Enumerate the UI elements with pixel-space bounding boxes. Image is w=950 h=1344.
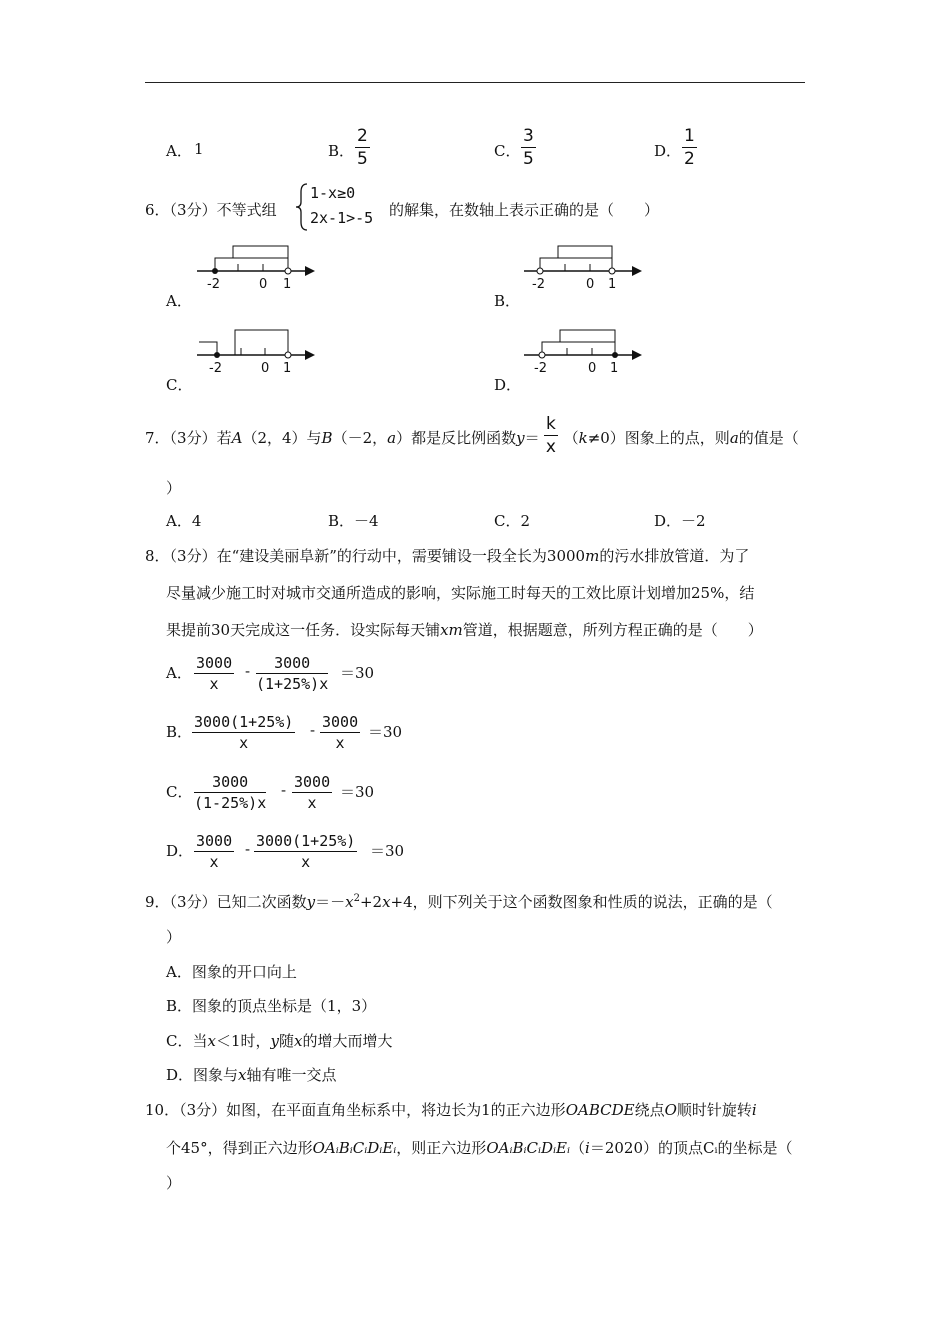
- q9-option-c: C．当x＜1时，y随x的增大而增大: [166, 1032, 393, 1050]
- q7-option-b: B．－4: [328, 512, 379, 530]
- tick-label: 1: [283, 361, 292, 376]
- q6-number-line-b: [522, 236, 647, 294]
- tick-label: -2: [532, 277, 545, 292]
- q9-stem-line-2: ）: [166, 928, 182, 946]
- q8-stem-line-2: 尽量减少施工时对城市交通所造成的影响，实际施工时每天的工效比原计划增加25%，结: [166, 584, 755, 602]
- minus-sign: -: [245, 662, 251, 680]
- q6-number-line-c: [195, 320, 320, 378]
- q8-a-fraction-1: $\frac{3000}{x}$: [196, 654, 233, 693]
- q6-inequality-2: 2x-1>-5: [310, 209, 374, 227]
- option-a-value: 1: [194, 140, 204, 158]
- q10-stem-line-1: 10．（3分）如图，在平面直角坐标系中，将边长为1的正六边形OABCDE绕点O顺时针旋转i: [145, 1101, 757, 1119]
- q7-option-c: C．2: [494, 512, 531, 530]
- q10-stem-line-3: ）: [166, 1174, 182, 1192]
- equals-30: ＝30: [340, 664, 375, 682]
- header-rule: [145, 82, 805, 83]
- option-a-label: A．: [166, 142, 192, 160]
- tick-label: 1: [608, 277, 617, 292]
- q9-option-b: B．图象的顶点坐标是（1，3）: [166, 997, 377, 1015]
- tick-label: 0: [588, 361, 597, 376]
- q8-c-fraction-2: $\frac{3000}{x}$: [294, 773, 331, 812]
- q7-option-d: D．－2: [654, 512, 706, 530]
- q6-number-line-d: [522, 320, 647, 378]
- option-c-label: C．: [494, 142, 521, 160]
- minus-sign: -: [245, 840, 251, 858]
- q9-option-d: D．图象与x轴有唯一交点: [166, 1066, 337, 1084]
- q6-option-d-label: D．: [494, 376, 522, 394]
- q8-option-d-label: D．: [166, 842, 194, 860]
- q8-option-c-label: C．: [166, 783, 193, 801]
- option-d-fraction: $\frac{1}{2}$: [684, 126, 695, 169]
- equals-30: ＝30: [368, 723, 403, 741]
- q7-fraction: $\frac{k}{x}$: [545, 414, 556, 457]
- q6-option-a-label: A．: [166, 292, 192, 310]
- q6-inequality-1: 1-x≥0: [310, 184, 356, 202]
- q6-option-b-label: B．: [494, 292, 521, 310]
- tick-label: 0: [259, 277, 268, 292]
- tick-label: -2: [207, 277, 220, 292]
- option-c-fraction: $\frac{3}{5}$: [523, 126, 534, 169]
- brace-icon: [295, 182, 309, 232]
- q8-a-fraction-2: $\frac{3000}{(1+25\%)x}$: [256, 654, 329, 693]
- q6-option-c-label: C．: [166, 376, 193, 394]
- q8-b-fraction-1: $\frac{3000(1+25\%)}{x}$: [194, 713, 294, 752]
- option-d-label: D．: [654, 142, 682, 160]
- tick-label: 0: [586, 277, 595, 292]
- equals-30: ＝30: [340, 783, 375, 801]
- option-b-label: B．: [328, 142, 355, 160]
- q6-number-line-a: [195, 236, 320, 294]
- q7-stem-line-2: ）: [166, 479, 182, 497]
- q8-c-fraction-1: $\frac{3000}{(1-25\%)x}$: [194, 773, 267, 812]
- q8-d-fraction-1: $\frac{3000}{x}$: [196, 832, 233, 871]
- minus-sign: -: [310, 721, 316, 739]
- q10-stem-line-2: 个45°，得到正六边形OAᵢBᵢCᵢDᵢEᵢ，则正六边形OAᵢBᵢCᵢDᵢEᵢ（i＝2020）的顶点Cᵢ的坐标是（: [166, 1139, 793, 1157]
- q7-option-a: A．4: [166, 512, 202, 530]
- q6-stem-suffix: 的解集，在数轴上表示正确的是（ ）: [389, 201, 660, 219]
- q8-stem-line-1: 8．（3分）在“建设美丽阜新”的行动中，需要铺设一段全长为3000m的污水排放管道．为了: [145, 547, 750, 565]
- q8-d-fraction-2: $\frac{3000(1+25\%)}{x}$: [256, 832, 356, 871]
- q8-b-fraction-2: $\frac{3000}{x}$: [322, 713, 359, 752]
- minus-sign: -: [281, 781, 287, 799]
- q8-option-a-label: A．: [166, 664, 192, 682]
- q7-stem-line-1: 7．（3分）若A（2，4）与B（－2，a）都是反比例函数y＝ （k≠0）图象上的点，则a的值是（: [145, 429, 799, 447]
- q6-stem-prefix: 6．（3分）不等式组: [145, 201, 277, 219]
- q9-stem-line-1: 9．（3分）已知二次函数$y=-x^2+2x+4$，则下列关于这个函数图象和性质的说法，正确的是（: [145, 893, 773, 911]
- q8-stem-line-3: 果提前30天完成这一任务．设实际每天铺xm管道，根据题意，所列方程正确的是（ ）: [166, 621, 763, 639]
- q8-option-b-label: B．: [166, 723, 193, 741]
- tick-label: 0: [261, 361, 270, 376]
- tick-label: 1: [283, 277, 292, 292]
- option-b-fraction: $\frac{2}{5}$: [357, 126, 368, 169]
- q9-option-a: A．图象的开口向上: [166, 963, 297, 981]
- tick-label: -2: [209, 361, 222, 376]
- equals-30: ＝30: [370, 842, 405, 860]
- tick-label: 1: [610, 361, 619, 376]
- tick-label: -2: [534, 361, 547, 376]
